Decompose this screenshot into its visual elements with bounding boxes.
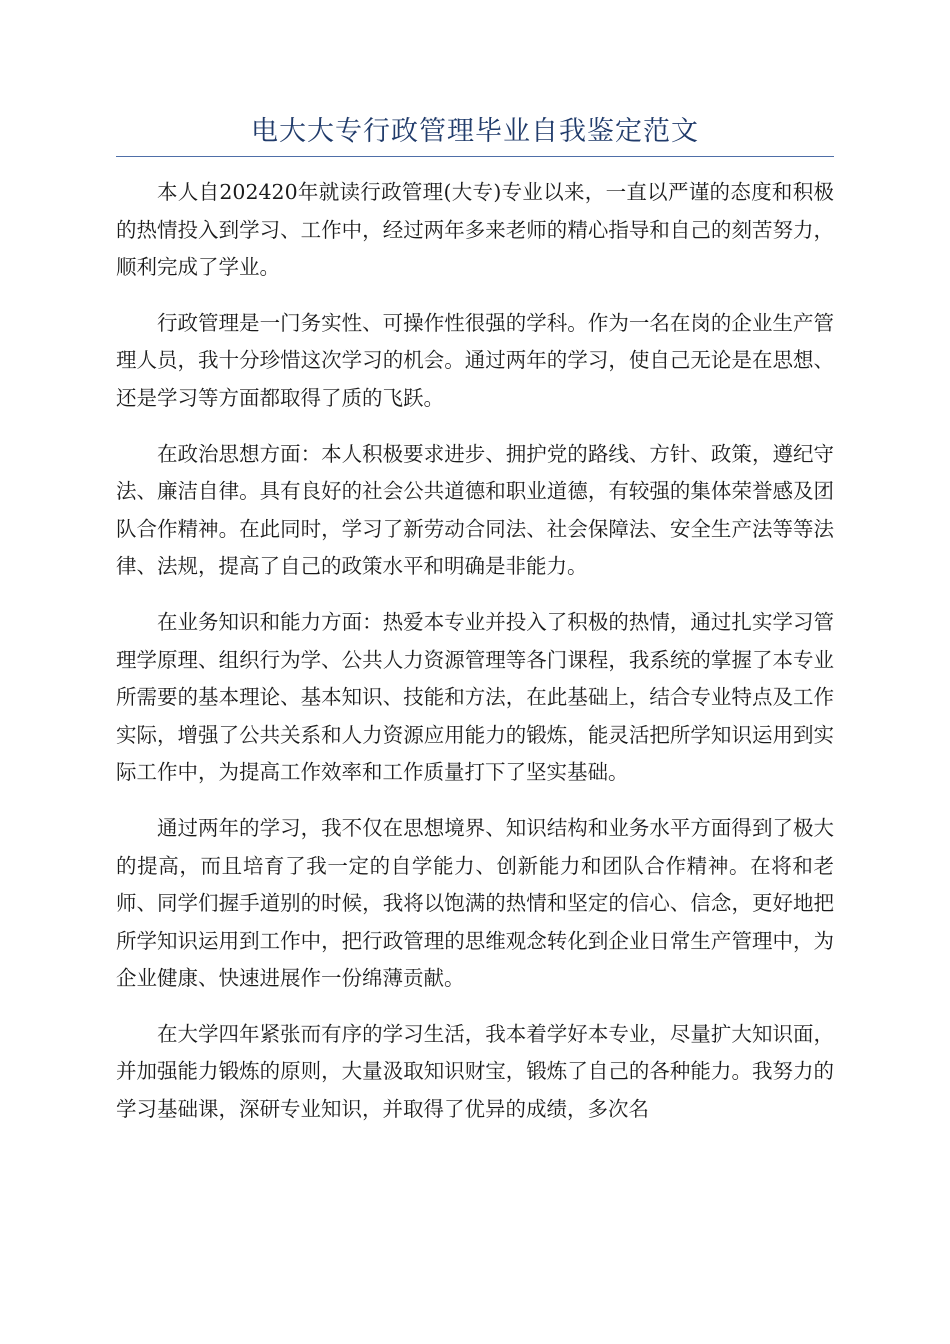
- document-body: [116, 174, 834, 1147]
- paragraph-intro: 本人自202420年就读行政管理(大专)专业以来，一直以严谨的态度和积极的热情投入到学习、工作中，经过两年多来老师的精心指导和自己的刻苦努力，顺利完成了学业。: [116, 180, 834, 280]
- title-block: [116, 112, 834, 157]
- paragraph-university: 在大学四年紧张而有序的学习生活，我本着学好本专业，尽量扩大知识面，并加强能力锻炼的原则，大量汲取知识财宝，锻炼了自己的各种能力。我努力的学习基础课，深研专业知识，并取得了优异的成绩，多次名: [116, 1021, 834, 1122]
- paragraph-political: 在政治思想方面：本人积极要求进步、拥护党的路线、方针、政策，遵纪守法、廉洁自律。具有良好的社会公共道德和职业道德，有较强的集体荣誉感及团队合作精神。在此同时，学习了新劳动合同法、社会保障法、安全生产法等等法律、法规，提高了自己的政策水平和明确是非能力。: [116, 441, 834, 579]
- document-title: 电大大专行政管理毕业自我鉴定范文: [251, 116, 699, 147]
- paragraph-professional: 在业务知识和能力方面：热爱本专业并投入了积极的热情，通过扎实学习管理学原理、组织行为学、公共人力资源管理等各门课程，我系统的掌握了本专业所需要的基本理论、基本知识、技能和方法，在此基础上，结合专业特点及工作实际，增强了公共关系和人力资源应用能力的锻炼，能灵活把所学知识运用到实际工作中，为提高工作效率和工作质量打下了坚实基础。: [116, 609, 834, 785]
- paragraph-growth: 通过两年的学习，我不仅在思想境界、知识结构和业务水平方面得到了极大的提高，而且培育了我一定的自学能力、创新能力和团队合作精神。在将和老师、同学们握手道别的时候，我将以饱满的热情和坚定的信心、信念，更好地把所学知识运用到工作中，把行政管理的思维观念转化到企业日常生产管理中，为企业健康、快速进展作一份绵薄贡献。: [116, 815, 834, 991]
- paragraph-discipline: 行政管理是一门务实性、可操作性很强的学科。作为一名在岗的企业生产管理人员，我十分珍惜这次学习的机会。通过两年的学习，使自己无论是在思想、还是学习等方面都取得了质的飞跃。: [116, 310, 834, 410]
